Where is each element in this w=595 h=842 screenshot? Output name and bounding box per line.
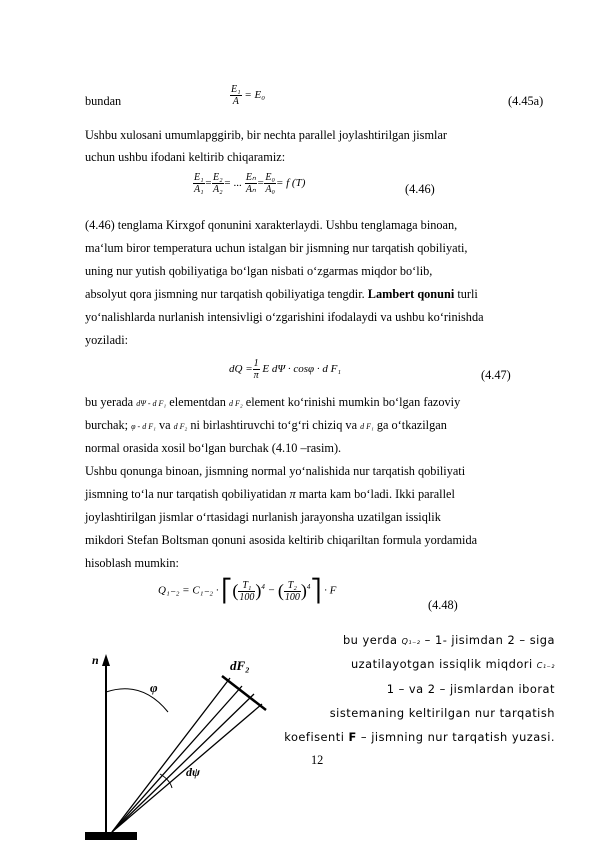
para3-line3: normal orasida xosil bo‘lgan burchak (4.10 –rasim).: [85, 441, 342, 455]
equation-number-4-46: (4.46): [405, 182, 435, 196]
cone-line-1: [112, 678, 230, 832]
para5-line2: [351, 657, 555, 671]
left-paren: (: [277, 580, 284, 601]
frac-num: T₂: [284, 580, 301, 592]
frac-den: A₀: [265, 184, 275, 195]
para4-line5: hisoblash mumkin:: [85, 556, 179, 570]
surface-dF1: [85, 832, 137, 840]
text: uzatilayotgan issiqlik miqdori: [350, 657, 537, 671]
phi-arc: [106, 689, 168, 712]
para2-line6: yoziladi:: [85, 333, 129, 347]
math-inline: Q₁₋₂: [401, 637, 421, 646]
frac-den: Aₙ: [245, 184, 256, 195]
eq-lhs: Q₁₋₂ = C₁₋₂ ·: [158, 584, 219, 597]
text: jismning to‘la nur tarqatish qobiliyatidan: [85, 487, 290, 501]
para1-line1: Ushbu xulosani umumlapggirib, bir nechta parallel joylashtirilgan jismlar: [85, 128, 448, 142]
right-paren: ): [300, 580, 307, 601]
right-bracket: ⎤: [310, 578, 322, 603]
equation-number-4-45a: (4.45a): [508, 94, 544, 108]
normal-arrowhead: [102, 654, 110, 666]
frac-den: 100: [284, 591, 300, 603]
math-inline: d F₁: [360, 422, 374, 431]
para2-line3: uning nur yutish qobiliyatiga bo‘lgan nisbati o‘zgarmas miqdor bo‘lib,: [85, 264, 433, 278]
equation-number-4-48: (4.48): [428, 598, 458, 612]
frac-den: A₁: [194, 184, 204, 195]
bundan-label: bundan: [85, 94, 122, 108]
equation-4-45a: [230, 84, 265, 107]
lambert-law-term: Lambert qonuni: [367, 287, 455, 301]
label-phi: φ: [150, 680, 158, 695]
para5-line4: sistemaning keltirilgan nur tarqatish: [329, 706, 555, 720]
frac-num: E₂: [213, 172, 223, 183]
para3-line1: [85, 395, 460, 411]
text: koefisenti: [284, 730, 349, 744]
text: bu yerda: [342, 633, 402, 647]
para5-line1: [343, 633, 555, 647]
math-inline: d F₂: [173, 422, 188, 431]
frac-num: 1: [253, 358, 259, 369]
equation-4-47: [229, 358, 341, 381]
text: marta kam bo‘ladi. Ikki parallel: [295, 487, 455, 501]
frac-den: A₂: [213, 184, 223, 195]
equation-number-4-47: (4.47): [481, 368, 511, 382]
math-inline: φ - d F₁: [131, 422, 156, 431]
cone-line-2: [112, 686, 242, 832]
text: – jismning nur tarqatish yuzasi.: [356, 730, 555, 744]
math-inline: dΨ - d F₁: [136, 399, 167, 408]
frac-num: Eₙ: [245, 172, 256, 183]
exponent: 4: [306, 582, 311, 591]
exponent: 4: [261, 582, 265, 591]
right-paren: ): [255, 580, 262, 601]
label-dF2: dF₂: [230, 658, 250, 673]
minus-sign: −: [267, 584, 276, 597]
para1-line2: uchun ushbu ifodani keltirib chiqaramiz:: [85, 150, 286, 164]
page-number: 12: [311, 753, 324, 767]
text: va: [155, 418, 174, 432]
para4-line1: Ushbu qonunga binoan, jismning normal yo‘nalishida nur tarqatish qobiliyati: [85, 464, 466, 478]
para3-line2: [85, 418, 447, 434]
para5-line3: 1 – va 2 – jismlardan iborat: [386, 682, 555, 696]
eq-ellipsis: = ...: [223, 177, 245, 190]
eq-rhs: = E₀: [244, 89, 266, 102]
text: burchak;: [85, 418, 132, 432]
pi-symbol: π: [289, 487, 296, 501]
eq-rhs: = f (T): [275, 177, 306, 190]
para4-line4: mikdori Stefan Boltsman qonuni asosida keltirib chiqariltan formula yordamida: [85, 533, 478, 547]
surface-dF2: [222, 676, 266, 710]
eq-lhs: dQ =: [229, 363, 253, 376]
para4-line2: [85, 487, 455, 501]
text: elementdan: [166, 395, 230, 409]
text: element ko‘rinishi mumkin bo‘lgan fazoviy: [242, 395, 461, 409]
para2-line4-text: absolyut qora jismning nur tarqatish qobiliyatiga tengdir.: [85, 287, 368, 301]
para2-line2: ma‘lum biror temperatura uchun istalgan bir jismning nur tarqatish qobiliyati,: [85, 241, 468, 255]
math-inline: C₁₋₂: [536, 661, 555, 670]
frac-den: π: [253, 370, 259, 381]
math-inline: d F₂: [229, 399, 243, 408]
para5-line5: [284, 730, 555, 744]
para2-line5: yo‘nalishlarda nurlanish intensivligi o‘zgarishini ifodalaydi va ushbu ko‘rinishda: [85, 310, 484, 324]
label-n: n: [92, 653, 99, 667]
eq-tail: · F: [324, 584, 337, 597]
text: bu yerada: [85, 395, 137, 409]
para2-line4-tail: turli: [454, 287, 478, 301]
frac-num: T₁: [238, 580, 255, 592]
text: ga o‘tkazilgan: [373, 418, 447, 432]
label-dpsi: dψ: [186, 765, 201, 779]
text: – 1- jisimdan 2 – siga: [420, 633, 555, 647]
para2-line4: [85, 287, 478, 301]
frac-den: 100: [239, 591, 255, 603]
lambert-law-figure: [82, 648, 267, 842]
equation-4-48: [158, 578, 336, 604]
left-paren: (: [232, 580, 239, 601]
cone-line-3: [112, 694, 254, 832]
text: ni birlashtiruvchi to‘g‘ri chiziq va: [187, 418, 361, 432]
eq-rhs: E dΨ · cosφ · d F₁: [262, 363, 342, 376]
left-bracket: ⎡: [221, 578, 233, 603]
para2-line1: (4.46) tenglama Kirxgof qonunini xarakterlaydi. Ushbu tenglamaga binoan,: [85, 218, 458, 232]
frac-num: E₀: [265, 172, 275, 183]
equation-4-46: $\frac{\text{E₁}}{\text{A₁}}$ = $\frac{\text{E₂}}{\text{A₂}}$ = ... $\frac{\text{Eₙ}}{\text{Aₙ}}$ = $\frac{\text{E₀}}{\text{A₀}}$ = f (T): [194, 172, 306, 195]
frac-num: E₁: [194, 172, 204, 183]
para4-line3: joylashtirilgan jismlar o‘rtasidagi nurlanish jarayonsha uzatilgan issiqlik: [85, 510, 441, 524]
frac-num: E₁: [231, 84, 241, 95]
frac-den: A: [232, 96, 239, 107]
f-symbol: F: [348, 730, 357, 744]
